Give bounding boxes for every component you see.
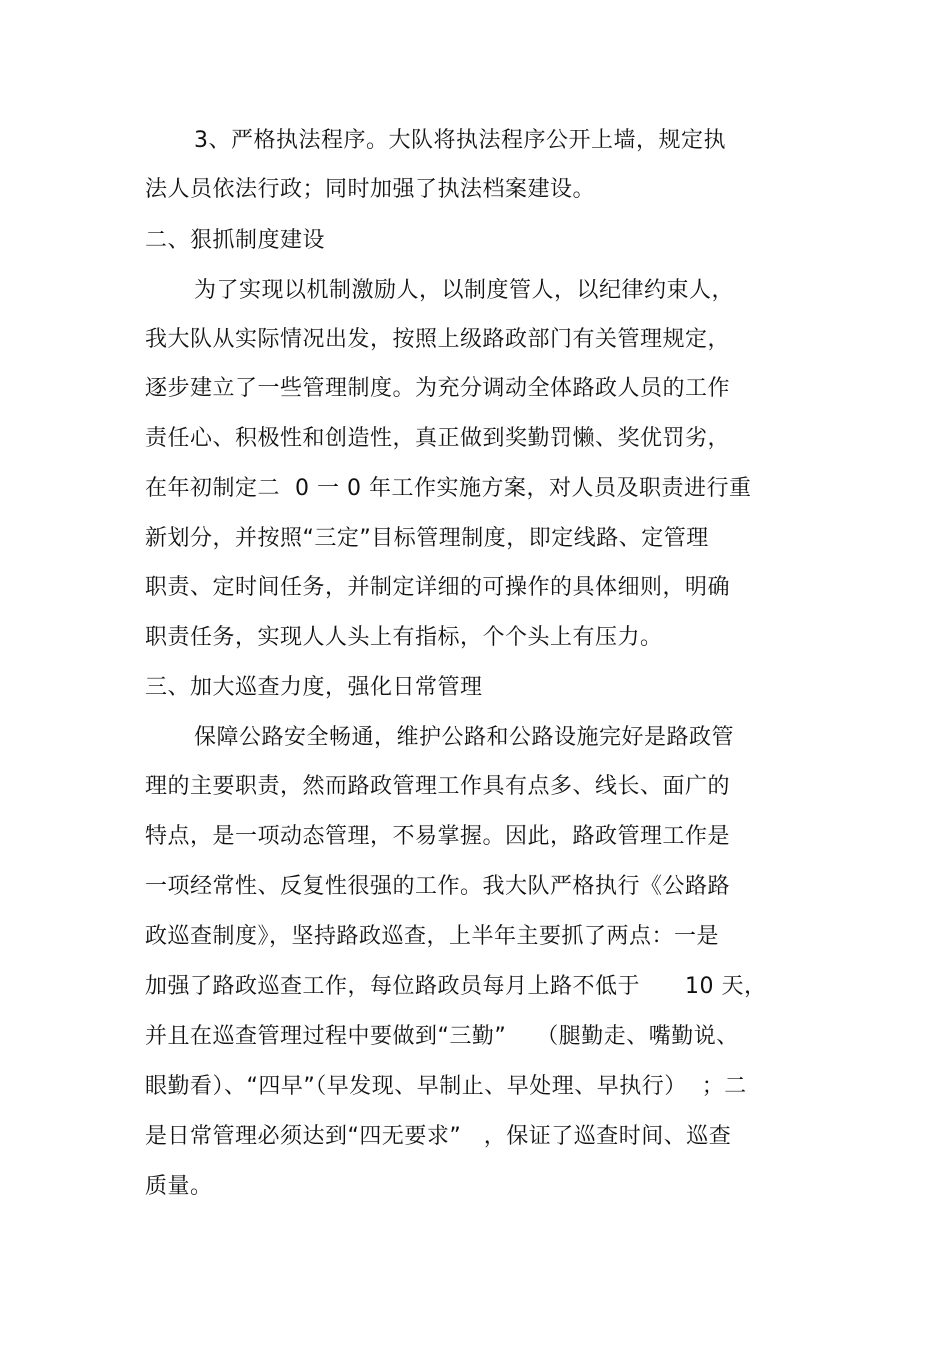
section-heading: 二、狠抓制度建设 <box>145 228 326 253</box>
paragraph-line: 质量。 <box>145 1174 213 1199</box>
paragraph-line: 为了实现以机制激励人，以制度管人，以纪律约束人， <box>194 278 735 303</box>
paragraph-line: 特点，是一项动态管理，不易掌握。因此，路政管理工作是 <box>145 824 731 849</box>
paragraph-line: 保障公路安全畅通，维护公路和公路设施完好是路政管 <box>194 725 735 750</box>
paragraph-line: 职责任务，实现人人头上有指标，个个头上有压力。 <box>145 625 663 650</box>
section-heading: 三、加大巡查力度，强化日常管理 <box>145 675 483 700</box>
paragraph-line: 并且在巡查管理过程中要做到“三勤” （腿勤走、嘴勤说、 <box>145 1024 739 1049</box>
paragraph-line: 我大队从实际情况出发，按照上级路政部门有关管理规定， <box>145 327 731 352</box>
paragraph-line: 一项经常性、反复性很强的工作。我大队严格执行《公路路 <box>145 874 731 899</box>
paragraph-line: 政巡查制度》，坚持路政巡查，上半年主要抓了两点：一是 <box>145 924 720 949</box>
paragraph-line: 加强了路政巡查工作，每位路政员每月上路不低于 10 天， <box>145 974 767 999</box>
paragraph-line: 眼勤看）、“四早”（早发现、早制止、早处理、早执行） ；二 <box>145 1074 747 1099</box>
paragraph-line: 理的主要职责，然而路政管理工作具有点多、线长、面广的 <box>145 774 731 799</box>
paragraph-line: 逐步建立了一些管理制度。为充分调动全体路政人员的工作 <box>145 376 731 401</box>
paragraph-line: 法人员依法行政；同时加强了执法档案建设。 <box>145 177 596 202</box>
paragraph-line: 是日常管理必须达到“四无要求” ，保证了巡查时间、巡查 <box>145 1124 732 1149</box>
paragraph-line: 责任心、积极性和创造性，真正做到奖勤罚懒、奖优罚劣， <box>145 426 731 451</box>
paragraph-line: 在年初制定二 0 一 0 年工作实施方案，对人员及职责进行重 <box>145 476 752 501</box>
paragraph-line: 3、严格执法程序。大队将执法程序公开上墙，规定执 <box>194 128 726 153</box>
paragraph-line: 新划分，并按照“三定”目标管理制度，即定线路、定管理 <box>145 526 709 551</box>
paragraph-line: 职责、定时间任务，并制定详细的可操作的具体细则，明确 <box>145 575 731 600</box>
